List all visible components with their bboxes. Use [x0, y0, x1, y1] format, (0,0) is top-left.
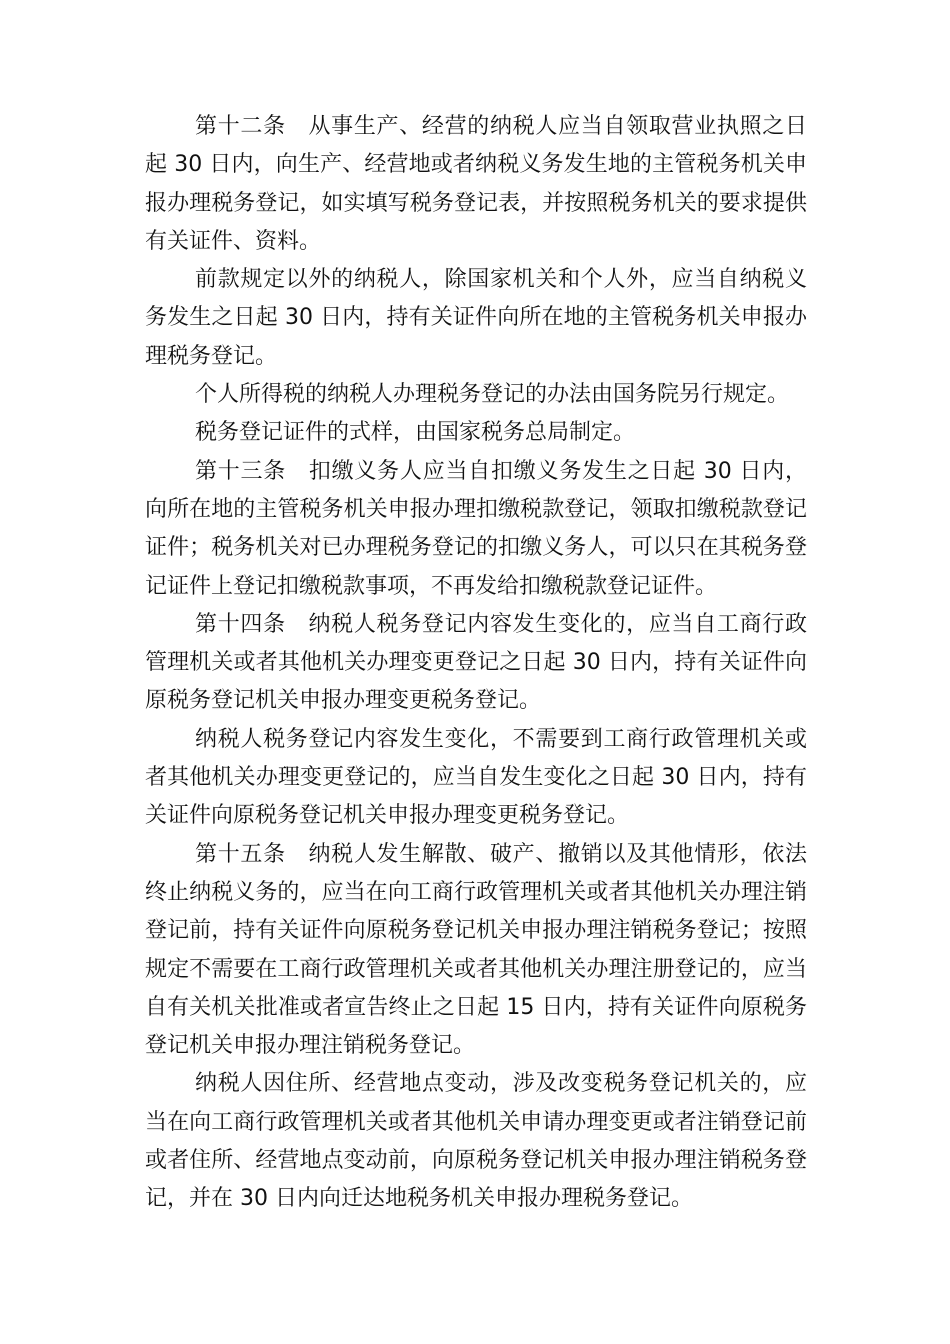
article-12-clause-4-paragraph: 税务登记证件的式样，由国家税务总局制定。	[195, 420, 636, 446]
article-12-paragraph: 第十二条 从事生产、经营的纳税人应当自领取营业执照之日起 30 日内，向生产、经营地或者纳税义务发生地的主管税务机关申报办理税务登记，如实填写税务登记表，并按照税务机关的要求提供有关证件、资料。	[145, 114, 807, 254]
article-12-clause-2-paragraph: 前款规定以外的纳税人，除国家机关和个人外，应当自纳税义务发生之日起 30 日内，持有关证件向所在地的主管税务机关申报办理税务登记。	[145, 267, 807, 369]
article-14-clause-2-paragraph: 纳税人税务登记内容发生变化，不需要到工商行政管理机关或者其他机关办理变更登记的，应当自发生变化之日起 30 日内，持有关证件向原税务登记机关申报办理变更税务登记。	[145, 726, 807, 829]
document-body	[145, 108, 807, 1219]
article-14-paragraph: 第十四条 纳税人税务登记内容发生变化的，应当自工商行政管理机关或者其他机关办理变更登记之日起 30 日内，持有关证件向原税务登记机关申报办理变更税务登记。	[145, 611, 807, 714]
article-13-paragraph: 第十三条 扣缴义务人应当自扣缴义务发生之日起 30 日内，向所在地的主管税务机关申报办理扣缴税款登记，领取扣缴税款登记证件；税务机关对已办理税务登记的扣缴义务人，可以只在其税务登记证件上登记扣缴税款事项，不再发给扣缴税款登记证件。	[145, 458, 807, 599]
article-15-clause-2-paragraph: 纳税人因住所、经营地点变动，涉及改变税务登记机关的，应当在向工商行政管理机关或者其他机关申请办理变更或者注销登记前或者住所、经营地点变动前，向原税务登记机关申报办理注销税务登记，并在 30 日内向迁达地税务机关申报办理税务登记。	[145, 1071, 807, 1212]
article-12-clause-3-paragraph: 个人所得税的纳税人办理税务登记的办法由国务院另行规定。	[195, 382, 790, 408]
article-15-paragraph: 第十五条 纳税人发生解散、破产、撤销以及其他情形，依法终止纳税义务的，应当在向工商行政管理机关或者其他机关办理注销登记前，持有关证件向原税务登记机关申报办理注销税务登记；按照规定不需要在工商行政管理机关或者其他机关办理注册登记的，应当自有关机关批准或者宣告终止之日起 15 日内，持有关证件向原税务登记机关申报办理注销税务登记。	[145, 841, 807, 1059]
